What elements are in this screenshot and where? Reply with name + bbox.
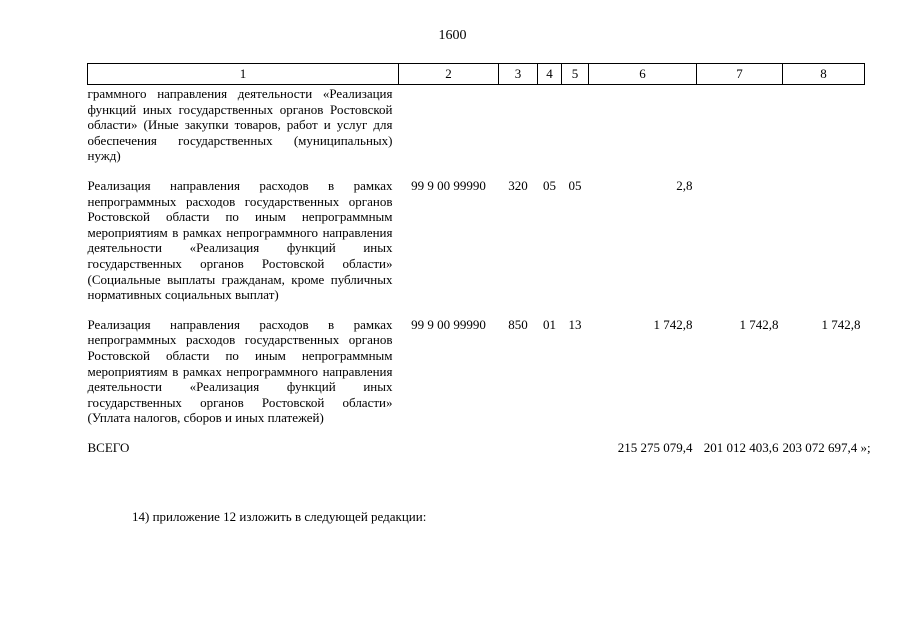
subsection-cell	[562, 85, 589, 164]
total-year2: 201 012 403,6	[703, 439, 779, 455]
expense-type-cell: 320	[508, 177, 528, 193]
page-number: 1600	[438, 28, 467, 43]
year2-cell: 1 742,8	[739, 316, 779, 332]
year3-cell	[783, 85, 865, 164]
budget-table	[87, 63, 871, 455]
year1-cell: 2,8	[676, 177, 693, 193]
header-cell: 6	[589, 64, 697, 85]
subsection-cell: 05	[568, 177, 582, 193]
code-cell: 99 9 00 99990	[411, 177, 486, 193]
year2-cell	[697, 85, 783, 164]
total-year3: 203 072 697,4 »;	[782, 439, 871, 455]
header-cell: 7	[697, 64, 783, 85]
section-cell: 05	[543, 177, 556, 193]
header-cell: 1	[88, 64, 399, 85]
header-cell: 2	[399, 64, 499, 85]
table-row	[88, 164, 865, 303]
header-cell: 5	[562, 64, 589, 85]
total-label: ВСЕГО	[87, 439, 130, 455]
code-cell	[399, 85, 499, 164]
footnote-text: 14) приложение 12 изложить в следующей редакции:	[132, 509, 427, 524]
code-cell: 99 9 00 99990	[411, 316, 486, 332]
year1-cell: 1 742,8	[653, 316, 693, 332]
header-cell: 8	[783, 64, 865, 85]
year3-cell	[783, 164, 865, 303]
description-cell: Реализация направления расходов в рамках непрограммных расходов государственных органов Ростовской области по иным непрограммным мероприятиям в рамках непрограммного направления деятельности «Реализация функций иных государственных органов Ростовской области» (Уплата налогов, сборов и иных платежей)	[87, 316, 393, 426]
table-row	[88, 85, 865, 164]
expense-type-cell	[499, 85, 538, 164]
year1-cell	[589, 85, 697, 164]
year2-cell	[697, 164, 783, 303]
table-row	[88, 303, 865, 426]
header-cell: 4	[538, 64, 562, 85]
description-cell: Реализация направления расходов в рамках непрограммных расходов государственных органов Ростовской области по иным непрограммным мероприятиям в рамках непрограммного направления деятельности «Реализация функций иных государственных органов Ростовской области» (Социальные выплаты гражданам, кроме публичных нормативных социальных выплат)	[87, 177, 393, 303]
year3-cell: 1 742,8	[821, 316, 861, 332]
subsection-cell: 13	[568, 316, 582, 332]
expense-type-cell: 850	[508, 316, 528, 332]
description-cell: граммного направления деятельности «Реализация функций иных государственных органов Ростовской области» (Иные закупки товаров, работ и услуг для обеспечения государственных (муниципальных) нужд)	[87, 86, 393, 164]
total-row	[88, 426, 865, 456]
section-cell	[538, 85, 562, 164]
total-year1: 215 275 079,4	[617, 439, 693, 455]
section-cell: 01	[543, 316, 556, 332]
header-cell: 3	[499, 64, 538, 85]
table-header-row	[88, 64, 865, 85]
